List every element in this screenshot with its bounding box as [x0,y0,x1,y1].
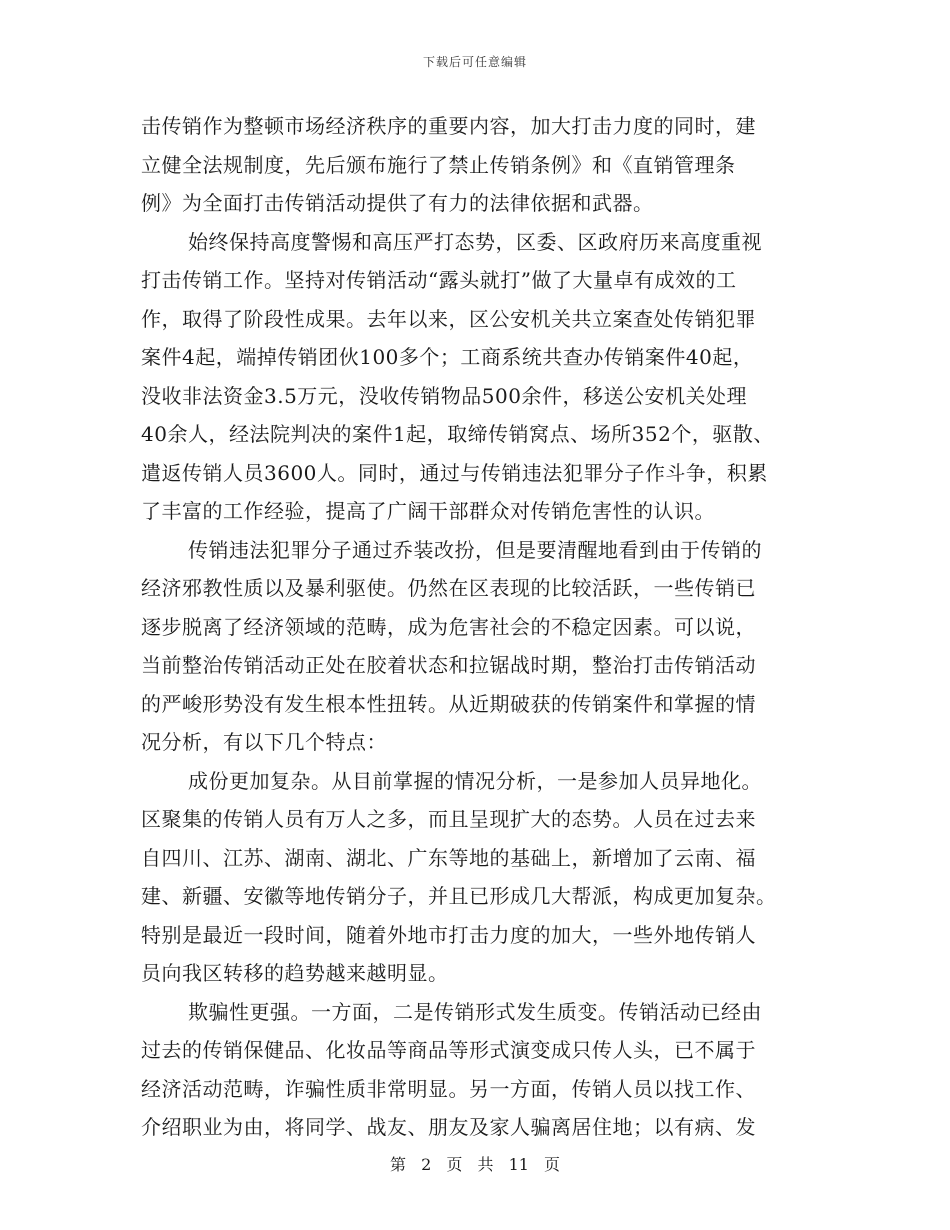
page-footer [0,1152,950,1175]
paragraph-line: 遣返传销人员3600人。同时，通过与传销违法犯罪分子作斗争，积累 [141,460,768,485]
paragraph-line: 击传销作为整顿市场经济秩序的重要内容，加大打击力度的同时，建 [141,114,756,138]
paragraph-line: 欺骗性更强。一方面，二是传销形式发生质变。传销活动已经由 [188,999,762,1024]
footer-current-page: 2 [421,1155,432,1174]
paragraph-line: 当前整治传销活动正处在胶着状态和拉锯战时期，整治打击传销活动 [141,653,756,677]
paragraph-line: 打击传销工作。坚持对传销活动“露头就打”做了大量卓有成效的工 [141,268,737,292]
paragraph-line: 经济活动范畴，诈骗性质非常明显。另一方面，传销人员以找工作、 [141,1076,756,1101]
header-note: 下载后可任意编辑 [422,55,527,69]
paragraph-line: 作，取得了阶段性成果。去年以来，区公安机关共立案查处传销犯罪 [141,306,756,331]
footer-prefix: 第 [389,1155,406,1174]
paragraph-line: 例》为全面打击传销活动提供了有力的法律依据和武器。 [141,191,654,215]
paragraph-line: 逐步脱离了经济领域的范畴，成为危害社会的不稳定因素。可以说， [141,614,756,639]
paragraph-line: 了丰富的工作经验，提高了广阔干部群众对传销危害性的认识。 [141,499,715,523]
document-body [141,107,811,1147]
paragraph-line: 立健全法规制度，先后颁布施行了禁止传销条例》和《直销管理条 [141,152,736,177]
paragraph-line: 况分析，有以下几个特点： [141,730,387,754]
footer-total-word: 共 [477,1155,494,1174]
paragraph-line: 建、新疆、安徽等地传销分子，并且已形成几大帮派，构成更加复杂。 [141,884,777,908]
paragraph-line: 没收非法资金3.5万元，没收传销物品500余件，移送公安机关处理 [141,383,747,408]
footer-total-pages: 11 [508,1155,529,1174]
footer-page-word: 页 [446,1155,463,1174]
paragraph-line: 的严峻形势没有发生根本性扭转。从近期破获的传销案件和掌握的情 [141,691,756,716]
paragraph-line: 成份更加复杂。从目前掌握的情况分析，一是参加人员异地化。 [188,768,762,793]
paragraph-line: 40余人，经法院判决的案件1起，取缔传销窝点、场所352个，驱散、 [141,422,774,446]
paragraph-line: 区聚集的传销人员有万人之多，而且呈现扩大的态势。人员在过去来 [141,807,756,831]
paragraph-line: 员向我区转移的趋势越来越明显。 [141,961,449,985]
paragraph-line: 过去的传销保健品、化妆品等商品等形式演变成只传人头，已不属于 [141,1038,756,1062]
paragraph-line: 始终保持高度警惕和高压严打态势，区委、区政府历来高度重视 [188,229,762,254]
paragraph-line: 自四川、江苏、湖南、湖北、广东等地的基础上，新增加了云南、福 [141,845,756,870]
paragraph-line: 经济邪教性质以及暴利驱使。仍然在区表现的比较活跃，一些传销已 [141,576,756,600]
paragraph-line: 案件4起，端掉传销团伙100多个；工商系统共查办传销案件40起， [141,345,754,369]
footer-suffix: 页 [544,1155,561,1174]
paragraph-line: 传销违法犯罪分子通过乔装改扮，但是要清醒地看到由于传销的 [188,537,762,562]
paragraph-line: 介绍职业为由，将同学、战友、朋友及家人骗离居住地；以有病、发 [141,1115,756,1139]
paragraph-line: 特别是最近一段时间，随着外地市打击力度的加大，一些外地传销人 [141,922,756,947]
